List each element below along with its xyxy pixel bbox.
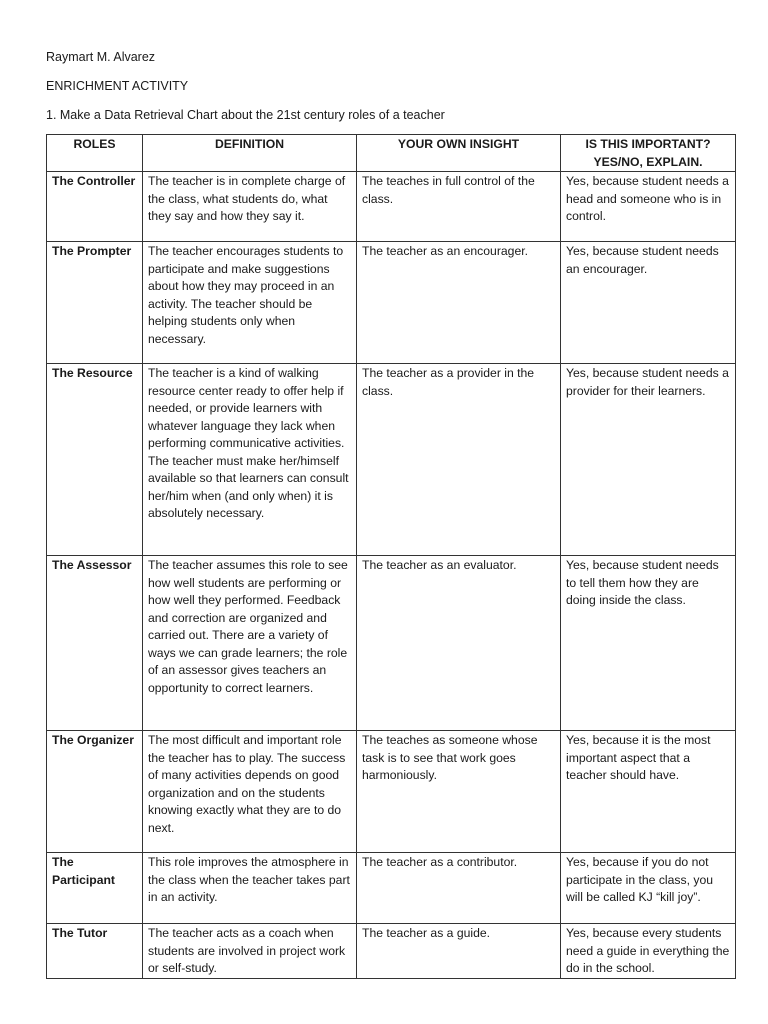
header-important-line1: IS THIS IMPORTANT?	[585, 137, 711, 151]
header-important-line2: YES/NO, EXPLAIN.	[593, 154, 703, 169]
importance-cell: Yes, because student needs an encourager.	[561, 242, 736, 364]
table-header-row	[47, 135, 736, 172]
definition-cell: This role improves the atmosphere in the class when the teacher takes part in an activity.	[143, 853, 357, 924]
table-row	[47, 242, 736, 364]
importance-cell: Yes, because every students need a guide in everything the do in the school.	[561, 924, 736, 979]
table-row	[47, 172, 736, 242]
role-cell: The Participant	[47, 853, 143, 924]
insight-cell: The teaches as someone whose task is to see that work goes harmoniously.	[357, 731, 561, 853]
instruction-text: 1. Make a Data Retrieval Chart about the 21st century roles of a teacher	[46, 108, 445, 122]
definition-cell: The most difficult and important role the teacher has to play. The success of many activities depends on good organization and on the students knowing exactly what they are to do next.	[143, 731, 357, 853]
importance-cell: Yes, because it is the most important aspect that a teacher should have.	[561, 731, 736, 853]
header-insight: YOUR OWN INSIGHT	[357, 135, 561, 172]
insight-cell: The teaches in full control of the class.	[357, 172, 561, 242]
insight-cell: The teacher as a guide.	[357, 924, 561, 979]
importance-cell: Yes, because if you do not participate in the class, you will be called KJ “kill joy”.	[561, 853, 736, 924]
role-cell: The Resource	[47, 364, 143, 556]
insight-cell: The teacher as a provider in the class.	[357, 364, 561, 556]
data-retrieval-chart	[46, 134, 736, 979]
definition-cell: The teacher acts as a coach when students are involved in project work or self-study.	[143, 924, 357, 979]
insight-cell: The teacher as an evaluator.	[357, 556, 561, 731]
role-cell: The Organizer	[47, 731, 143, 853]
role-cell: The Prompter	[47, 242, 143, 364]
table-row	[47, 731, 736, 853]
header-definition: DEFINITION	[143, 135, 357, 172]
importance-cell: Yes, because student needs to tell them how they are doing inside the class.	[561, 556, 736, 731]
table-row	[47, 924, 736, 979]
importance-cell: Yes, because student needs a provider for their learners.	[561, 364, 736, 556]
insight-cell: The teacher as a contributor.	[357, 853, 561, 924]
role-cell: The Tutor	[47, 924, 143, 979]
definition-cell: The teacher is a kind of walking resource center ready to offer help if needed, or provide learners with whatever language they lack when performing communicative activities. The teacher must make her/himself available so that learners can consult her/him when (and only when) it is absolutely necessary.	[143, 364, 357, 556]
activity-title: ENRICHMENT ACTIVITY	[46, 79, 189, 93]
insight-cell: The teacher as an encourager.	[357, 242, 561, 364]
table-row	[47, 556, 736, 731]
author-name: Raymart M. Alvarez	[46, 50, 156, 64]
table-row	[47, 364, 736, 556]
definition-cell: The teacher encourages students to participate and make suggestions about how they may proceed in an activity. The teacher should be helping students only when necessary.	[143, 242, 357, 364]
header-roles: ROLES	[47, 135, 143, 172]
role-cell: The Controller	[47, 172, 143, 242]
definition-cell: The teacher is in complete charge of the class, what students do, what they say and how they say it.	[143, 172, 357, 242]
table-row	[47, 853, 736, 924]
role-cell: The Assessor	[47, 556, 143, 731]
importance-cell: Yes, because student needs a head and someone who is in control.	[561, 172, 736, 242]
header-important	[561, 135, 736, 172]
definition-cell: The teacher assumes this role to see how well students are performing or how well they performed. Feedback and correction are organized and carried out. There are a variety of ways we can grade learners; the role of an assessor gives teachers an opportunity to correct learners.	[143, 556, 357, 731]
